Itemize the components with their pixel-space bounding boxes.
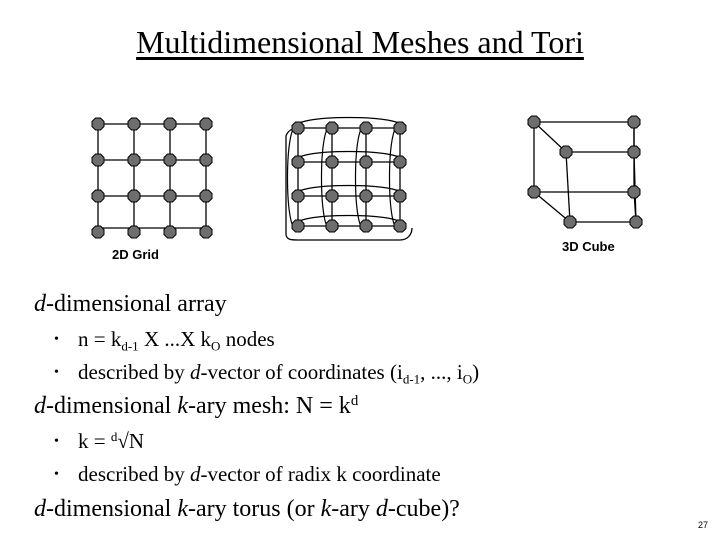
network-node <box>128 226 140 238</box>
bullet-coordinates <box>54 360 479 388</box>
slide-title: Multidimensional Meshes and Tori <box>136 24 584 60</box>
bullet-subscript: O <box>211 338 221 354</box>
network-node <box>326 156 338 168</box>
network-node <box>292 190 304 202</box>
cube-links <box>534 122 636 222</box>
bullet-dot: • <box>54 332 59 347</box>
heading-var-k: k <box>320 496 332 522</box>
network-node <box>128 118 140 130</box>
network-node <box>164 190 176 202</box>
network-node <box>360 156 372 168</box>
network-node <box>394 122 406 134</box>
network-node <box>394 220 406 232</box>
network-node <box>200 190 212 202</box>
bullet-part: described by <box>78 360 190 384</box>
network-node <box>326 220 338 232</box>
network-node <box>92 118 104 130</box>
grid-2d-label: 2D Grid <box>112 247 159 262</box>
heading-text: -dimensional <box>46 496 178 522</box>
heading-var-k: k <box>177 496 188 522</box>
torus-wrap-links <box>288 118 402 230</box>
network-node <box>164 226 176 238</box>
network-node <box>528 116 540 128</box>
section-heading-array <box>34 291 227 318</box>
heading-text: -dimensional <box>46 393 178 420</box>
network-node <box>628 116 640 128</box>
bullet-dot: • <box>54 434 59 450</box>
bullet-dot: • <box>54 365 59 380</box>
bullet-part: √N <box>117 429 145 454</box>
torus-2d-diagram <box>280 108 420 248</box>
network-node <box>360 122 372 134</box>
page-number: 27 <box>697 520 708 530</box>
heading-text: -dimensional array <box>46 291 227 317</box>
network-node <box>292 122 304 134</box>
grid-links <box>98 124 206 228</box>
network-node <box>630 216 642 228</box>
bullet-part: nodes <box>220 327 275 351</box>
bullet-var-d: d <box>189 360 201 384</box>
bullet-subscript: O <box>462 371 473 387</box>
network-node <box>628 146 640 158</box>
network-node <box>292 156 304 168</box>
bullet-part: described by <box>78 462 190 486</box>
bullet-part: n = k <box>78 327 122 351</box>
network-node <box>200 226 212 238</box>
network-node <box>92 190 104 202</box>
cube-3d-label: 3D Cube <box>562 239 615 254</box>
heading-var-k: k <box>177 393 188 420</box>
bullet-subscript: d-1 <box>121 338 139 354</box>
bullet-node-count <box>54 327 275 355</box>
bullet-dot: • <box>54 467 59 482</box>
bullet-superscript: d <box>110 429 118 444</box>
bullet-part: ) <box>472 360 480 384</box>
network-node <box>628 186 640 198</box>
grid-nodes <box>92 118 212 238</box>
network-node <box>564 216 576 228</box>
network-node <box>360 220 372 232</box>
bullet-radix-coordinate <box>54 462 441 487</box>
network-node <box>164 118 176 130</box>
heading-superscript: d <box>350 393 359 409</box>
network-node <box>326 122 338 134</box>
network-node <box>360 190 372 202</box>
network-node <box>528 186 540 198</box>
bullet-part: -vector of coordinates (i <box>200 360 403 384</box>
heading-var-d: d <box>34 291 46 317</box>
cube-3d-diagram <box>520 108 650 233</box>
network-node <box>92 154 104 166</box>
network-node <box>200 154 212 166</box>
heading-text: -ary torus (or <box>187 496 321 522</box>
network-node <box>92 226 104 238</box>
network-node <box>200 118 212 130</box>
bullet-part: X ...X k <box>138 327 212 351</box>
network-node <box>326 190 338 202</box>
bullet-part: , ..., i <box>420 360 463 384</box>
heading-var-d: d <box>34 393 46 420</box>
network-node <box>164 154 176 166</box>
grid-2d-diagram <box>84 110 224 240</box>
network-node <box>560 146 572 158</box>
network-node <box>394 190 406 202</box>
heading-text: -ary mesh: N = k <box>187 393 351 420</box>
section-heading-torus <box>34 496 460 523</box>
bullet-part: -vector of radix k coordinate <box>200 462 441 486</box>
heading-var-d: d <box>375 496 388 522</box>
heading-var-d: d <box>34 496 46 522</box>
heading-text: -cube)? <box>387 496 460 522</box>
heading-text: -ary <box>331 496 376 522</box>
bullet-part: k = <box>78 429 111 454</box>
network-node <box>128 190 140 202</box>
network-node <box>394 156 406 168</box>
section-heading-mesh <box>34 393 358 420</box>
bullet-radix <box>54 429 144 454</box>
bullet-var-d: d <box>189 462 201 486</box>
bullet-subscript: d-1 <box>402 371 421 387</box>
network-node <box>128 154 140 166</box>
torus-links <box>286 128 412 240</box>
network-node <box>292 220 304 232</box>
